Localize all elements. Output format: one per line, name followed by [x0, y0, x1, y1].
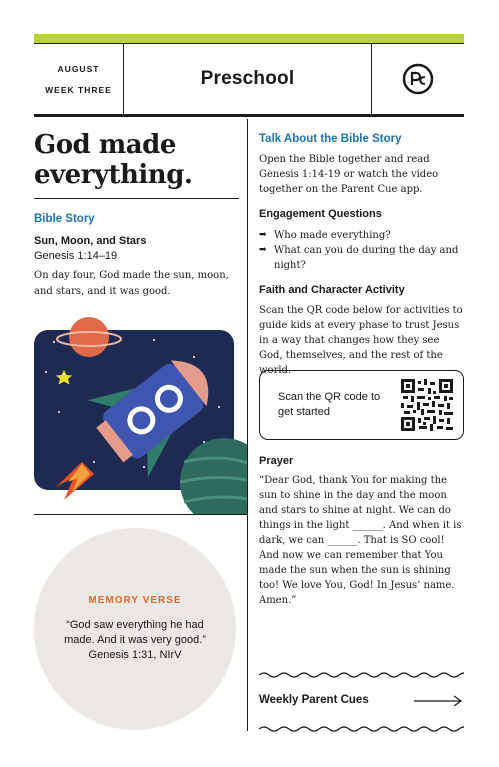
- memory-verse-text: “God saw everything he had made. And it was very good.”: [64, 619, 206, 646]
- memory-verse-card: [34, 528, 236, 730]
- memory-verse-reference: Genesis 1:31, NIrV: [88, 649, 182, 661]
- prayer-heading: Prayer: [259, 455, 294, 467]
- title-line-2: everything.: [34, 160, 193, 190]
- illustration-divider: [34, 514, 247, 515]
- page-title: [34, 130, 239, 190]
- rocket-illustration: [34, 312, 247, 514]
- wave-divider: [259, 671, 464, 679]
- story-title: Sun, Moon, and Stars: [34, 235, 147, 247]
- bible-story-heading: Bible Story: [34, 213, 95, 225]
- logo-block: [372, 44, 464, 114]
- title-line-1: God made: [34, 130, 176, 160]
- list-item: [259, 243, 464, 273]
- story-summary: On day four, God made the sun, moon, and stars, and it was good.: [34, 270, 229, 297]
- week-label: WEEK THREE: [45, 84, 112, 95]
- memory-verse-label: MEMORY VERSE: [88, 595, 182, 606]
- long-arrow-right-icon[interactable]: [414, 694, 464, 708]
- qr-code-icon[interactable]: [401, 379, 453, 431]
- age-group-title: Preschool: [200, 68, 295, 89]
- engagement-questions-list: [259, 228, 464, 273]
- faith-heading: Faith and Character Activity: [259, 284, 405, 296]
- date-block: [34, 44, 124, 114]
- prayer-text: “Dear God, thank You for making the sun to shine in the day and the moon and stars to shine at night. We can do things in the light ______. And when it is dark, we can ______. That is SO cool! And now we can remember that You made the sun when the sun is shining too! We love You, God! In Jesus’ name. Amen.”: [259, 475, 462, 606]
- age-group-block: [124, 44, 372, 114]
- wave-divider-bottom: [259, 725, 464, 733]
- qr-label: Scan the QR code to get started: [278, 391, 381, 418]
- accent-top-bar: [34, 34, 464, 43]
- talk-text: Open the Bible together and read Genesis 1:14-19 or watch the video together on the Parent Cue app.: [259, 154, 439, 195]
- faith-text: Scan the QR code below for activities to guide kids at every phase to trust Jesus in a way that changes how they see God, themselves, and the rest of the world.: [259, 305, 463, 376]
- qr-callout[interactable]: [259, 370, 464, 440]
- month-label: AUGUST: [57, 63, 100, 74]
- column-divider: [247, 119, 248, 731]
- engagement-heading: Engagement Questions: [259, 208, 382, 220]
- parent-cue-logo-icon: [402, 63, 434, 95]
- arrow-right-bullet-icon: ➡: [259, 245, 267, 255]
- arrow-right-bullet-icon: ➡: [259, 230, 267, 240]
- talk-heading: Talk About the Bible Story: [259, 133, 402, 145]
- story-reference: Genesis 1:14–19: [34, 250, 118, 262]
- page-header: [34, 43, 464, 117]
- title-divider: [34, 198, 239, 199]
- weekly-parent-cues-link[interactable]: Weekly Parent Cues: [259, 694, 369, 706]
- question-text: What can you do during the day and night?: [274, 245, 459, 271]
- list-item: [259, 228, 464, 243]
- question-text: Who made everything?: [274, 230, 391, 241]
